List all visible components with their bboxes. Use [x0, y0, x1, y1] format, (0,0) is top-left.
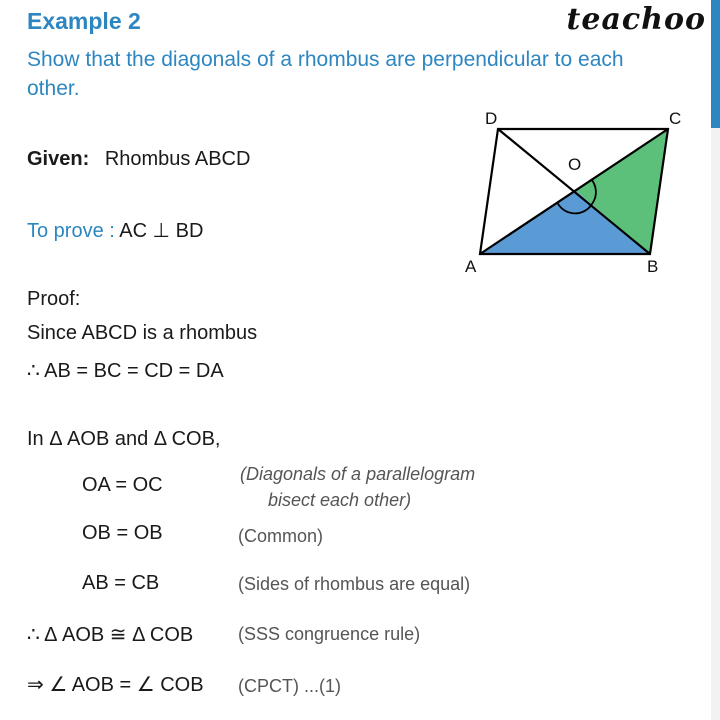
- to-prove-label: To prove :: [27, 220, 115, 242]
- proof-heading: Proof:: [27, 288, 81, 310]
- step-1-reason-cont: bisect each other): [268, 490, 412, 510]
- vertex-label-d: D: [485, 109, 498, 128]
- to-prove-line: [27, 218, 203, 243]
- vertex-label-c: C: [669, 109, 682, 128]
- step-4-statement: ∴ Δ AOB ≅ Δ COB: [27, 624, 194, 646]
- example-title: Example 2: [27, 8, 141, 34]
- given-line: [27, 148, 250, 171]
- brand-logo: teachoo: [566, 2, 706, 37]
- proof-line-2: ∴ AB = BC = CD = DA: [27, 360, 224, 382]
- point-label-o: O: [568, 155, 582, 174]
- vertex-label-a: A: [465, 257, 477, 276]
- step-2-statement: OB = OB: [82, 522, 163, 544]
- step-5-statement: ⇒ ∠ AOB = ∠ COB: [27, 674, 204, 696]
- step-2-reason: (Common): [238, 526, 324, 546]
- step-1-reason: (Diagonals of a parallelogram: [240, 464, 476, 484]
- proof-line-1: Since ABCD is a rhombus: [27, 322, 258, 344]
- step-4-reason: (SSS congruence rule): [238, 624, 421, 644]
- rhombus-figure: [455, 100, 705, 285]
- scrollbar-thumb[interactable]: [711, 0, 720, 128]
- question-text: Show that the diagonals of a rhombus are perpendicular to each other.: [27, 48, 624, 100]
- given-label: Given:: [27, 148, 90, 170]
- to-prove-text: AC ⊥ BD: [119, 220, 204, 242]
- step-3-reason: (Sides of rhombus are equal): [238, 574, 471, 594]
- proof-line-3: In Δ AOB and Δ COB,: [27, 428, 221, 450]
- step-3-statement: AB = CB: [82, 572, 160, 594]
- vertex-label-b: B: [647, 257, 659, 276]
- step-1-statement: OA = OC: [82, 474, 163, 496]
- given-text: Rhombus ABCD: [104, 148, 251, 170]
- step-5-reason: (CPCT) ...(1): [238, 676, 341, 696]
